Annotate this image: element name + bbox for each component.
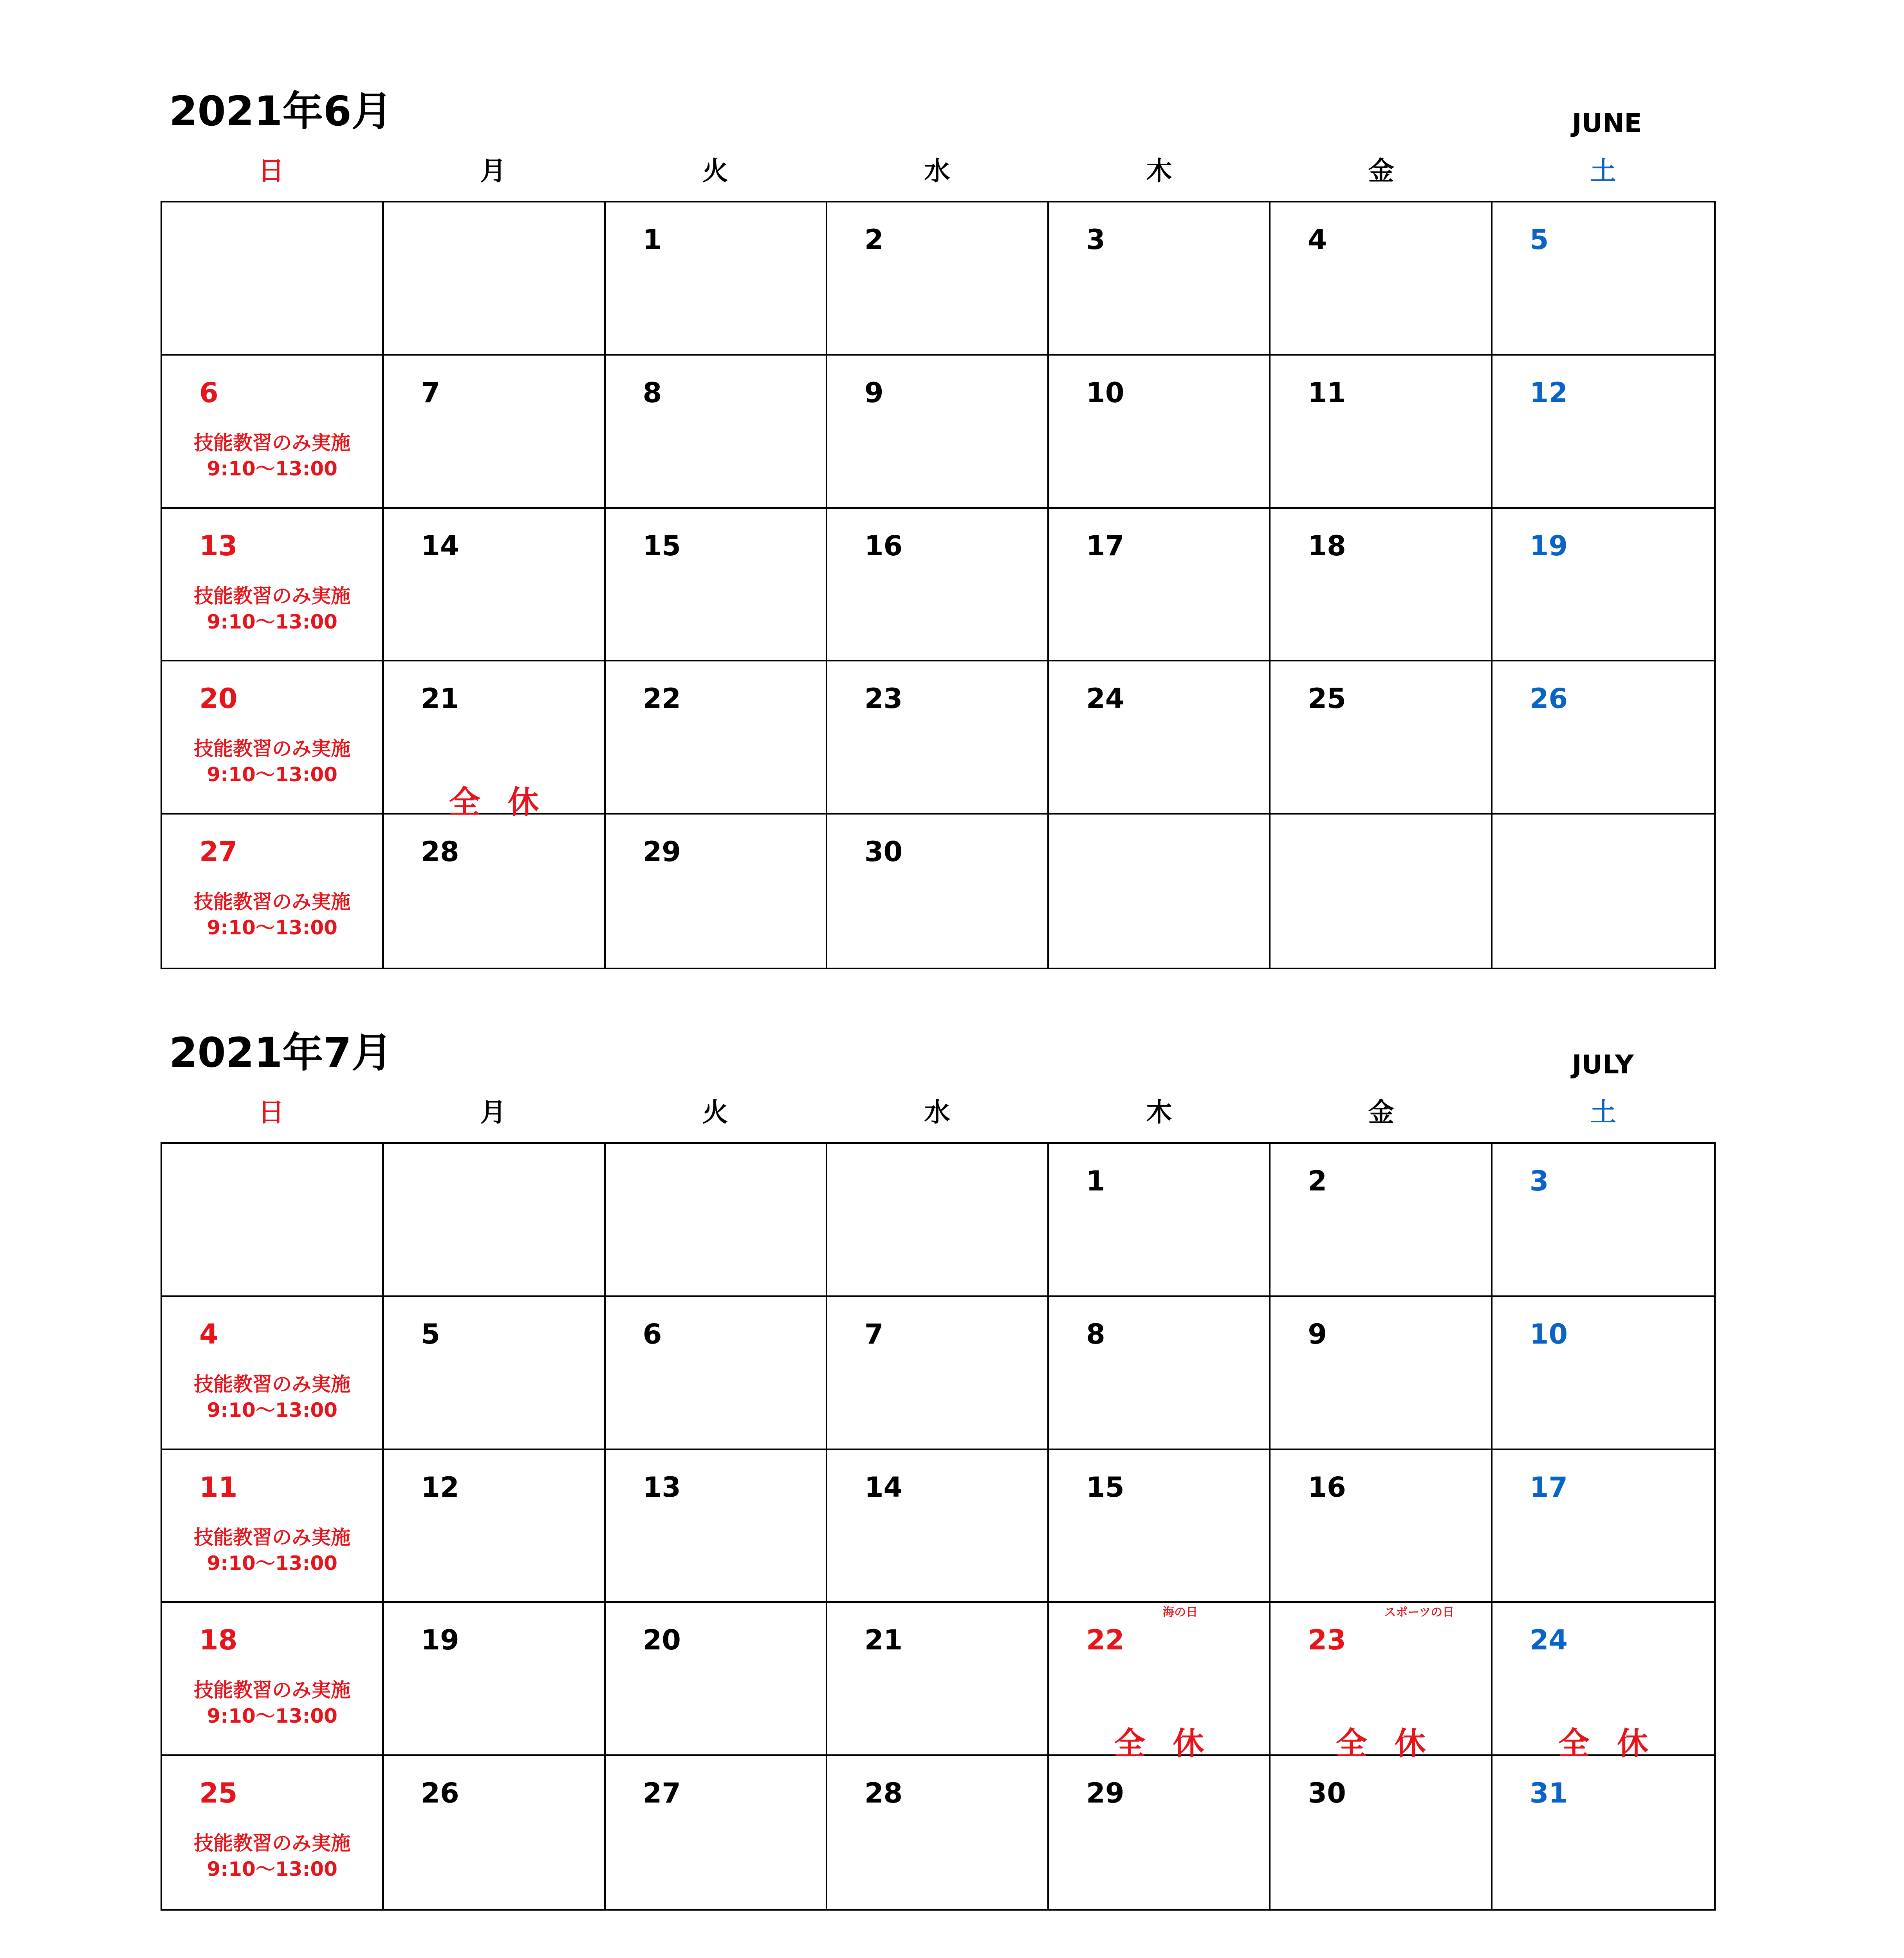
day-cell — [827, 815, 1049, 968]
day-number: 10 — [1086, 376, 1124, 409]
day-cell — [1049, 509, 1271, 662]
note-line: 技能教習のみ実施 — [194, 1373, 351, 1396]
day-cell — [1049, 1144, 1271, 1297]
day-cell — [162, 661, 384, 815]
weekday-header: 木 — [1146, 156, 1172, 186]
day-number: 24 — [1086, 683, 1124, 715]
day-number: 2 — [1308, 1165, 1327, 1197]
day-number: 31 — [1529, 1777, 1568, 1810]
day-cell — [1493, 661, 1714, 815]
day-note — [162, 1524, 382, 1576]
day-cell — [162, 202, 384, 356]
calendar-grid — [161, 1142, 1716, 1911]
note-line: 技能教習のみ実施 — [194, 1679, 351, 1702]
day-cell — [162, 1756, 384, 1909]
day-number: 28 — [864, 1777, 903, 1810]
closed-label: 全休 — [449, 784, 567, 821]
note-time: 9:10～13:00 — [207, 916, 337, 939]
weekday-header: 火 — [702, 1097, 728, 1127]
day-number: 7 — [421, 376, 440, 409]
day-number: 5 — [421, 1318, 440, 1350]
day-cell — [827, 202, 1049, 356]
day-note — [162, 583, 382, 635]
day-number: 26 — [1529, 683, 1568, 715]
day-number: 10 — [1529, 1318, 1568, 1350]
day-number: 18 — [1308, 529, 1346, 562]
day-cell — [606, 356, 827, 509]
day-number: 17 — [1529, 1471, 1568, 1503]
day-cell — [827, 356, 1049, 509]
note-line: 技能教習のみ実施 — [194, 737, 351, 760]
note-line: 技能教習のみ実施 — [194, 1832, 351, 1855]
month-english-name: JUNE — [1572, 108, 1642, 138]
day-number: 19 — [421, 1624, 459, 1656]
day-number: 24 — [1529, 1624, 1568, 1656]
day-cell — [1493, 1297, 1714, 1450]
weekday-header: 金 — [1368, 156, 1394, 186]
month-english-name: JULY — [1572, 1049, 1634, 1080]
day-number: 8 — [1086, 1318, 1105, 1350]
day-number: 25 — [1308, 683, 1346, 715]
day-number: 3 — [1529, 1165, 1549, 1197]
day-number: 5 — [1529, 224, 1549, 256]
day-number: 9 — [864, 376, 884, 409]
day-cell — [606, 202, 827, 356]
day-cell — [384, 1144, 605, 1297]
closed-label: 全休 — [1336, 1725, 1453, 1762]
day-number: 6 — [199, 376, 218, 409]
day-cell — [162, 1144, 384, 1297]
day-number: 6 — [642, 1318, 662, 1350]
weekday-header: 土 — [1590, 1097, 1616, 1127]
day-cell — [384, 1297, 605, 1450]
weekday-header: 水 — [924, 1097, 950, 1127]
day-cell — [1271, 202, 1492, 356]
day-cell — [162, 356, 384, 509]
day-cell — [384, 356, 605, 509]
weekday-header: 月 — [480, 156, 506, 186]
note-line: 技能教習のみ実施 — [194, 431, 351, 454]
day-cell — [1049, 1297, 1271, 1450]
day-cell — [1493, 356, 1714, 509]
day-number: 29 — [642, 836, 681, 868]
weekday-header: 日 — [258, 1097, 284, 1127]
day-cell — [1493, 1603, 1714, 1762]
day-cell — [606, 1756, 827, 1909]
day-cell — [1271, 509, 1492, 662]
weekday-header: 金 — [1368, 1097, 1394, 1127]
day-number: 28 — [421, 836, 459, 868]
day-cell — [384, 1450, 605, 1603]
day-cell — [162, 1603, 384, 1756]
holiday-name: スポーツの日 — [1384, 1606, 1455, 1620]
day-number: 7 — [864, 1318, 884, 1350]
day-cell — [384, 202, 605, 356]
day-cell — [384, 1603, 605, 1756]
day-cell — [1271, 815, 1492, 968]
note-time: 9:10～13:00 — [207, 610, 337, 633]
note-time: 9:10～13:00 — [207, 1705, 337, 1728]
day-cell — [827, 1450, 1049, 1603]
day-cell — [606, 1297, 827, 1450]
month-title: 2021年6月 — [169, 87, 392, 135]
day-number: 1 — [642, 224, 662, 256]
note-line: 技能教習のみ実施 — [194, 890, 351, 914]
day-number: 11 — [1308, 376, 1346, 409]
closed-label: 全休 — [1114, 1725, 1232, 1762]
day-note — [162, 1830, 382, 1882]
day-cell — [606, 815, 827, 968]
day-note — [162, 1371, 382, 1423]
day-number: 30 — [864, 836, 903, 868]
weekday-header: 日 — [258, 156, 284, 186]
note-time: 9:10～13:00 — [207, 763, 337, 786]
day-number: 4 — [199, 1318, 218, 1350]
day-number: 1 — [1086, 1165, 1105, 1197]
day-number: 18 — [199, 1624, 238, 1656]
day-cell — [384, 509, 605, 662]
day-cell — [1049, 1450, 1271, 1603]
day-cell — [1493, 1144, 1714, 1297]
day-cell — [162, 815, 384, 968]
day-number: 21 — [421, 683, 459, 715]
day-number: 15 — [642, 529, 681, 562]
day-number: 17 — [1086, 529, 1124, 562]
note-time: 9:10～13:00 — [207, 1552, 337, 1575]
day-number: 22 — [642, 683, 681, 715]
day-cell — [606, 509, 827, 662]
month-title: 2021年7月 — [169, 1029, 392, 1077]
weekday-header: 木 — [1146, 1097, 1172, 1127]
day-number: 27 — [199, 836, 238, 868]
day-number: 11 — [199, 1471, 238, 1503]
day-cell — [606, 661, 827, 815]
day-number: 20 — [642, 1624, 681, 1656]
day-cell — [162, 509, 384, 662]
day-cell — [162, 1450, 384, 1603]
day-number: 2 — [864, 224, 884, 256]
day-cell — [1271, 1450, 1492, 1603]
closed-label: 全休 — [1558, 1725, 1676, 1762]
day-cell — [1271, 1297, 1492, 1450]
day-number: 21 — [864, 1624, 903, 1656]
day-cell — [606, 1450, 827, 1603]
day-cell — [1271, 1144, 1492, 1297]
day-number: 20 — [199, 683, 238, 715]
day-note — [162, 1677, 382, 1729]
day-number: 29 — [1086, 1777, 1124, 1810]
day-cell — [1493, 202, 1714, 356]
day-cell — [1049, 1603, 1271, 1762]
weekday-header: 火 — [702, 156, 728, 186]
day-cell — [1271, 1603, 1492, 1762]
day-cell — [1493, 509, 1714, 662]
holiday-name: 海の日 — [1162, 1606, 1198, 1620]
day-cell — [1493, 1756, 1714, 1909]
day-note — [162, 889, 382, 941]
day-cell — [384, 815, 605, 968]
day-cell — [606, 1603, 827, 1756]
day-number: 15 — [1086, 1471, 1124, 1503]
day-number: 4 — [1308, 224, 1327, 256]
day-number: 25 — [199, 1777, 238, 1810]
day-number: 12 — [421, 1471, 459, 1503]
day-cell — [1049, 661, 1271, 815]
day-number: 16 — [864, 529, 903, 562]
day-number: 16 — [1308, 1471, 1346, 1503]
day-cell — [384, 661, 605, 821]
day-number: 9 — [1308, 1318, 1327, 1350]
day-cell — [827, 1603, 1049, 1756]
day-cell — [1493, 815, 1714, 968]
day-number: 8 — [642, 376, 662, 409]
day-number: 12 — [1529, 376, 1568, 409]
day-number: 30 — [1308, 1777, 1346, 1810]
day-cell — [1271, 356, 1492, 509]
day-number: 13 — [199, 529, 238, 562]
day-cell — [827, 1144, 1049, 1297]
note-line: 技能教習のみ実施 — [194, 1526, 351, 1549]
day-cell — [384, 1756, 605, 1909]
day-cell — [827, 1756, 1049, 1909]
day-number: 27 — [642, 1777, 681, 1810]
day-cell — [827, 1297, 1049, 1450]
day-cell — [827, 661, 1049, 815]
day-cell — [1049, 202, 1271, 356]
weekday-header: 水 — [924, 156, 950, 186]
day-cell — [1271, 1756, 1492, 1909]
note-time: 9:10～13:00 — [207, 457, 337, 480]
day-number: 13 — [642, 1471, 681, 1503]
day-number: 3 — [1086, 224, 1105, 256]
day-cell — [606, 1144, 827, 1297]
day-number: 26 — [421, 1777, 459, 1810]
note-time: 9:10～13:00 — [207, 1858, 337, 1881]
day-cell — [1271, 661, 1492, 815]
day-cell — [827, 509, 1049, 662]
day-number: 14 — [864, 1471, 903, 1503]
day-cell — [1049, 1756, 1271, 1909]
day-number: 14 — [421, 529, 459, 562]
day-number: 22 — [1086, 1624, 1124, 1656]
note-line: 技能教習のみ実施 — [194, 584, 351, 607]
day-cell — [1049, 815, 1271, 968]
calendar-grid — [161, 201, 1716, 969]
day-note — [162, 736, 382, 788]
day-cell — [1493, 1450, 1714, 1603]
day-note — [162, 430, 382, 482]
day-number: 23 — [1308, 1624, 1346, 1656]
day-number: 23 — [864, 683, 903, 715]
day-cell — [1049, 356, 1271, 509]
day-number: 19 — [1529, 529, 1568, 562]
day-cell — [162, 1297, 384, 1450]
weekday-header: 月 — [480, 1097, 506, 1127]
weekday-header: 土 — [1590, 156, 1616, 186]
note-time: 9:10～13:00 — [207, 1398, 337, 1422]
